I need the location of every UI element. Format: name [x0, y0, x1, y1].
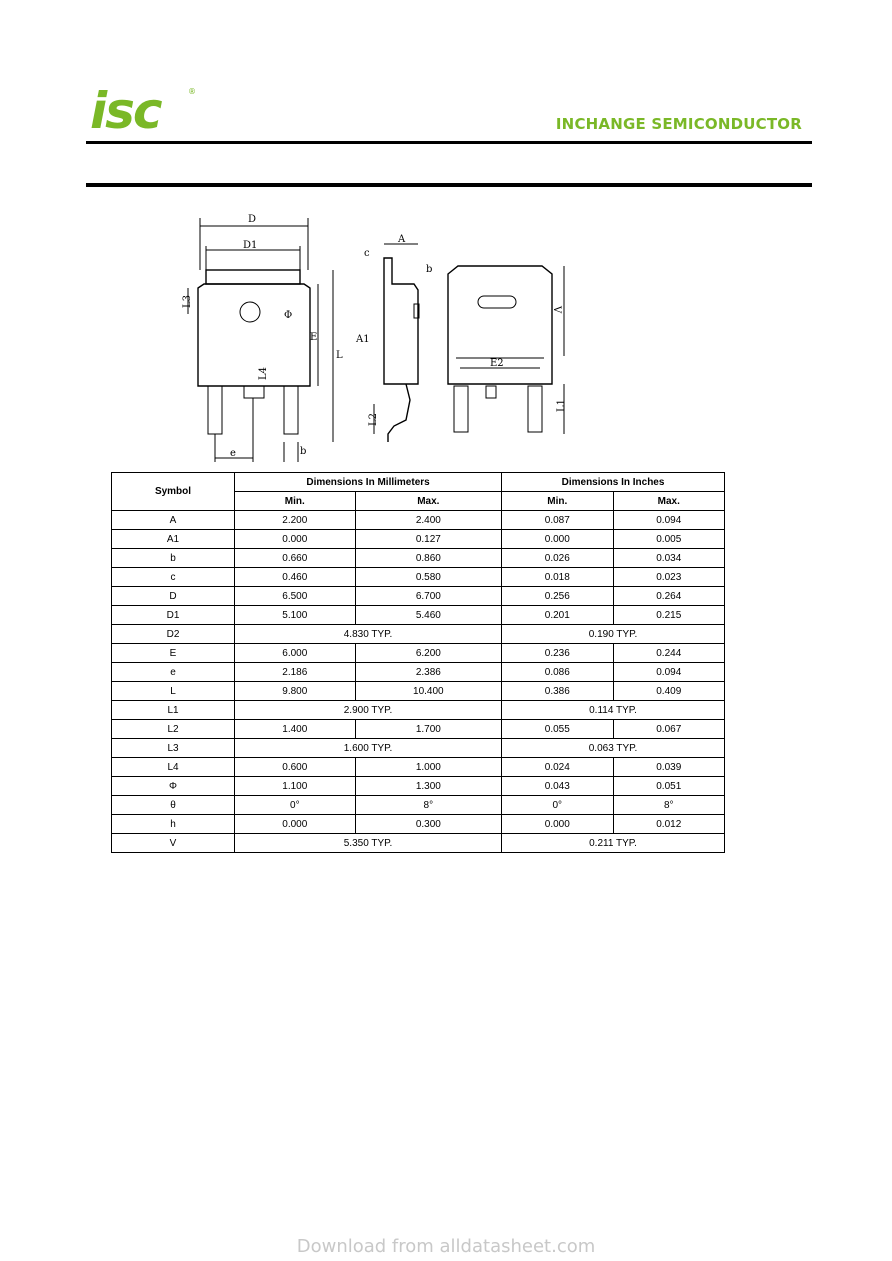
- cell-mm-min: 0.460: [235, 568, 356, 587]
- table-row: [112, 530, 725, 549]
- cell-symbol: L3: [112, 739, 235, 758]
- dim-label-A1: A1: [356, 334, 370, 345]
- dim-label-phi: Φ: [284, 310, 293, 321]
- cell-mm-max: 8°: [355, 796, 501, 815]
- cell-mm-max: 0.860: [355, 549, 501, 568]
- cell-in-min: 0.000: [502, 815, 613, 834]
- front-view: [182, 214, 343, 462]
- logo-text: isc: [90, 82, 161, 138]
- col-header-mm-min: Min.: [235, 492, 356, 511]
- dim-label-L1: L1: [556, 398, 567, 412]
- cell-mm-typ: 2.900 TYP.: [235, 701, 502, 720]
- cell-in-typ: 0.190 TYP.: [502, 625, 725, 644]
- cell-in-typ: 0.211 TYP.: [502, 834, 725, 853]
- isc-logo: [88, 82, 198, 138]
- table-row: [112, 587, 725, 606]
- cell-in-max: 0.244: [613, 644, 724, 663]
- cell-mm-min: 0.600: [235, 758, 356, 777]
- header-rule-bottom: [86, 183, 812, 187]
- cell-symbol: D1: [112, 606, 235, 625]
- cell-mm-max: 1.300: [355, 777, 501, 796]
- dim-label-E2: E2: [490, 358, 504, 369]
- cell-in-max: 0.215: [613, 606, 724, 625]
- table-row: [112, 815, 725, 834]
- cell-in-min: 0°: [502, 796, 613, 815]
- dim-label-V: V: [551, 306, 562, 314]
- cell-in-max: 0.023: [613, 568, 724, 587]
- cell-in-typ: 0.114 TYP.: [502, 701, 725, 720]
- cell-mm-typ: 1.600 TYP.: [235, 739, 502, 758]
- cell-in-max: 0.409: [613, 682, 724, 701]
- dim-label-b: b: [300, 446, 307, 457]
- cell-mm-typ: 5.350 TYP.: [235, 834, 502, 853]
- cell-symbol: h: [112, 815, 235, 834]
- cell-in-min: 0.086: [502, 663, 613, 682]
- package-outline-drawing: [178, 208, 578, 470]
- cell-symbol: A1: [112, 530, 235, 549]
- cell-symbol: L: [112, 682, 235, 701]
- cell-in-min: 0.055: [502, 720, 613, 739]
- cell-in-min: 0.201: [502, 606, 613, 625]
- cell-in-min: 0.256: [502, 587, 613, 606]
- cell-mm-min: 6.000: [235, 644, 356, 663]
- cell-mm-max: 1.700: [355, 720, 501, 739]
- cell-mm-min: 6.500: [235, 587, 356, 606]
- cell-mm-max: 5.460: [355, 606, 501, 625]
- col-header-inches: Dimensions In Inches: [502, 473, 725, 492]
- col-header-in-max: Max.: [613, 492, 724, 511]
- footer-watermark: Download from alldatasheet.com: [296, 1236, 596, 1257]
- cell-in-max: 0.094: [613, 511, 724, 530]
- dim-label-e: e: [230, 448, 236, 459]
- cell-symbol: θ: [112, 796, 235, 815]
- cell-mm-min: 0.000: [235, 530, 356, 549]
- col-header-mm: Dimensions In Millimeters: [235, 473, 502, 492]
- cell-in-min: 0.386: [502, 682, 613, 701]
- cell-symbol: e: [112, 663, 235, 682]
- cell-mm-max: 0.300: [355, 815, 501, 834]
- cell-in-min: 0.026: [502, 549, 613, 568]
- cell-in-max: 8°: [613, 796, 724, 815]
- cell-in-typ: 0.063 TYP.: [502, 739, 725, 758]
- table-row: [112, 625, 725, 644]
- cell-mm-min: 0.000: [235, 815, 356, 834]
- cell-mm-min: 1.400: [235, 720, 356, 739]
- cell-in-max: 0.005: [613, 530, 724, 549]
- table-row: [112, 758, 725, 777]
- cell-symbol: D: [112, 587, 235, 606]
- cell-mm-min: 0°: [235, 796, 356, 815]
- cell-symbol: A: [112, 511, 235, 530]
- cell-mm-max: 6.700: [355, 587, 501, 606]
- cell-symbol: E: [112, 644, 235, 663]
- dim-label-E: E: [310, 332, 318, 343]
- cell-in-min: 0.018: [502, 568, 613, 587]
- cell-mm-max: 0.580: [355, 568, 501, 587]
- col-header-in-min: Min.: [502, 492, 613, 511]
- table-row: [112, 834, 725, 853]
- dim-label-b-side: b: [426, 264, 433, 275]
- cell-in-min: 0.087: [502, 511, 613, 530]
- cell-mm-min: 5.100: [235, 606, 356, 625]
- cell-mm-min: 9.800: [235, 682, 356, 701]
- table-row: [112, 777, 725, 796]
- cell-in-min: 0.000: [502, 530, 613, 549]
- table-row: [112, 739, 725, 758]
- table-row: [112, 549, 725, 568]
- dim-label-L: L: [336, 350, 343, 361]
- table-row: [112, 682, 725, 701]
- dim-label-L2: L2: [368, 412, 379, 426]
- table-row: [112, 606, 725, 625]
- cell-in-max: 0.051: [613, 777, 724, 796]
- cell-mm-min: 1.100: [235, 777, 356, 796]
- cell-symbol: D2: [112, 625, 235, 644]
- cell-in-min: 0.024: [502, 758, 613, 777]
- bottom-view: [448, 266, 567, 434]
- table-row: [112, 701, 725, 720]
- cell-in-max: 0.067: [613, 720, 724, 739]
- cell-mm-max: 6.200: [355, 644, 501, 663]
- dim-label-D1: D1: [243, 240, 258, 251]
- table-row: [112, 511, 725, 530]
- dim-label-L4: L4: [258, 366, 269, 380]
- side-view: [355, 234, 432, 442]
- cell-symbol: Φ: [112, 777, 235, 796]
- col-header-mm-max: Max.: [355, 492, 501, 511]
- table-row: [112, 796, 725, 815]
- cell-symbol: b: [112, 549, 235, 568]
- cell-symbol: V: [112, 834, 235, 853]
- dim-label-D: D: [248, 214, 257, 225]
- col-header-symbol: Symbol: [112, 473, 235, 511]
- cell-symbol: L4: [112, 758, 235, 777]
- dimensions-table-body: [112, 511, 725, 853]
- company-name: INCHANGE SEMICONDUCTOR: [555, 115, 802, 133]
- dimensions-table: [111, 472, 725, 853]
- cell-symbol: c: [112, 568, 235, 587]
- cell-mm-max: 10.400: [355, 682, 501, 701]
- cell-mm-min: 2.186: [235, 663, 356, 682]
- dim-label-A: A: [398, 234, 406, 245]
- cell-symbol: L2: [112, 720, 235, 739]
- table-row: [112, 644, 725, 663]
- cell-mm-typ: 4.830 TYP.: [235, 625, 502, 644]
- cell-mm-max: 2.400: [355, 511, 501, 530]
- cell-mm-max: 1.000: [355, 758, 501, 777]
- cell-mm-max: 2.386: [355, 663, 501, 682]
- cell-symbol: L1: [112, 701, 235, 720]
- cell-in-min: 0.043: [502, 777, 613, 796]
- header-rule-top: [86, 141, 812, 144]
- cell-mm-min: 2.200: [235, 511, 356, 530]
- logo-registered-mark: ®: [188, 87, 196, 96]
- cell-in-max: 0.012: [613, 815, 724, 834]
- cell-mm-min: 0.660: [235, 549, 356, 568]
- table-row: [112, 663, 725, 682]
- cell-in-max: 0.094: [613, 663, 724, 682]
- table-row: [112, 568, 725, 587]
- table-row: [112, 720, 725, 739]
- cell-mm-max: 0.127: [355, 530, 501, 549]
- dim-label-L3: L3: [182, 294, 193, 308]
- cell-in-max: 0.264: [613, 587, 724, 606]
- cell-in-max: 0.039: [613, 758, 724, 777]
- cell-in-max: 0.034: [613, 549, 724, 568]
- dim-label-c: c: [364, 248, 370, 259]
- cell-in-min: 0.236: [502, 644, 613, 663]
